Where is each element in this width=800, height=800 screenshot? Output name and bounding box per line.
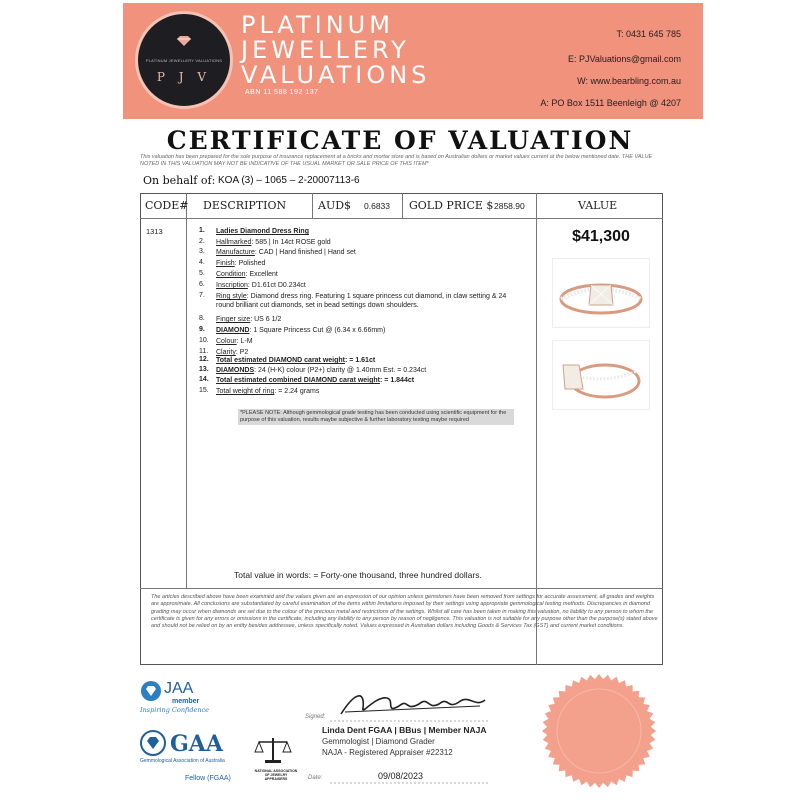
item-text-part: Inscription [216,282,248,289]
item-text-part: Finger size [216,316,251,323]
table-divider [140,218,663,219]
signature-line [330,720,490,722]
item-description-line [216,270,526,279]
item-text-part: Ladies Diamond Dress Ring [216,228,309,235]
item-text-part: : = 1.844ct [380,377,415,384]
behalf-label: On behalf of: [143,174,216,187]
item-text-part: : 24 (H-K) colour (P2+) clarity @ 1.40mm Est. = 0.234ct [254,367,427,374]
gaa-full-name: Gemmological Association of Australia [140,758,225,764]
jaa-slogan: Inspiring Confidence [140,706,210,714]
item-text-part: Total estimated DIAMOND carat weight [216,357,346,364]
code-column-header: CODE# [145,199,189,212]
table-divider [140,588,663,589]
valuation-amount: $41,300 [572,228,630,245]
diamond-icon [177,36,191,46]
item-text-part: : CAD | Hand finished | Hand set [254,249,356,256]
gold-price-value: 2858.90 [494,201,525,211]
item-text-part: : = 2.24 grams [274,388,320,395]
address-contact: A: PO Box 1511 Beenleigh @ 4207 [540,98,681,108]
logo-tagline: PLATINUM JEWELLERY VALUATIONS [145,58,223,63]
item-text-part: : D1.61ct D0.234ct [247,282,306,289]
item-text-part: Condition [216,271,246,278]
item-text-part: Total estimated combined DIAMOND carat weight [216,377,381,384]
valuation-date: 09/08/2023 [378,771,424,781]
abn-number: ABN 11 588 192 137 [245,89,319,96]
terms-fine-print: The articles described above have been examined and the values given are an expression of our opinion unless gemstones have been removed from settings for accurate assessment, all grades and weights are approximate. All conclusions are substantiated by careful examination of the items within limitations imposed by their settings using appropriate gemmological testing methods. Discrepancies in diamond grading may occur when diamonds are set due to the colour of the precious metal and restrictions of the settings. Whilst all care has been taken in making this valuation, no liability to any person to whom the certificate is given for any errors or omissions in the certificate, including any liability to any person by reason of negligence. This valuation is not suitable for any purpose other than the purpose(s) stated above and should not be relied on by an entity besides addressee, unless specifically noted. Values expressed in Australian dollars including Goods & Services Tax (GST) and current market conditions. [151,594,658,630]
item-text-part: : P2 [235,349,249,356]
item-code: 1313 [146,227,163,236]
naja-text: NATIONAL ASSOCIATION OF JEWELRY APPRAISERS [254,769,298,781]
item-text-part: : 1 Square Princess Cut @ (6.34 x 6.66mm) [249,327,386,334]
website-contact: W: www.bearbling.com.au [577,76,681,86]
item-description-line [216,292,526,310]
diamond-badge-icon [140,680,162,702]
embossed-seal [540,672,658,790]
logo-monogram: P J V [156,70,212,84]
item-number: 4. [199,259,205,266]
signed-label: Signed: [305,714,326,720]
signer-name: Linda Dent FGAA | BBus | Member NAJA [322,725,487,735]
signer-role: Gemmologist | Diamond Grader [322,737,435,746]
item-number: 7. [199,292,205,299]
item-description-line [216,315,526,324]
item-text-part: : Polished [234,260,266,267]
aud-rate: 0.6833 [364,201,390,211]
item-text-part: DIAMOND [216,327,250,334]
item-description-line [216,366,526,375]
item-number: 14. [199,376,209,383]
table-divider [186,193,187,588]
item-text-part: Ring style [216,293,247,300]
item-description-line [216,248,526,257]
pjv-logo [135,11,233,109]
item-number: 1. [199,227,205,234]
item-text-part: DIAMONDS [216,367,255,374]
phone-contact: T: 0431 645 785 [616,29,681,39]
item-text-part: Finish [216,260,235,267]
item-text-part: Colour [216,338,237,345]
gold-price-label: GOLD PRICE $ [409,199,494,212]
item-number: 6. [199,281,205,288]
brand-line: PLATINUM [241,11,394,39]
certificate-title: CERTIFICATE OF VALUATION [166,126,634,155]
behalf-reference: KOA (3) – 1065 – 2-20007113-6 [218,175,360,186]
gaa-fellow: Fellow (FGAA) [185,775,231,782]
item-description-line [216,326,526,335]
item-description-line [216,281,526,290]
gaa-text: GAA [170,731,223,757]
item-number: 15. [199,387,209,394]
total-value-in-words: Total value in words: = Forty-one thousand, three hundred dollars. [234,570,482,580]
brand-name [241,13,430,88]
item-description-line [216,238,526,247]
item-text-part: : 585 | In 14ct ROSE gold [251,239,331,246]
date-label: Date: [308,775,323,781]
brand-line: VALUATIONS [241,61,431,89]
item-description-line [216,387,526,396]
jaa-member-text: member [172,698,200,705]
item-number: 12. [199,356,209,363]
jaa-text: JAA [164,680,194,697]
item-description-line [216,337,526,346]
item-text-part: : = 1.61ct [345,357,376,364]
item-number: 8. [199,315,205,322]
ring-icon [553,341,649,409]
item-number: 3. [199,248,205,255]
item-description-line [216,259,526,268]
table-divider [402,193,403,218]
brand-line: JEWELLERY [241,36,410,64]
item-number: 5. [199,270,205,277]
item-number: 10. [199,337,209,344]
letterhead-banner [123,3,703,119]
item-text-part: : Excellent [245,271,278,278]
item-text-part: : Diamond dress ring. Featuring 1 square princess cut diamond, in claw setting & 24 round brilliant cut diamonds, set in bead settings down shoulders. [216,293,507,309]
handwritten-signature [335,686,495,720]
description-column-header: DESCRIPTION [203,199,287,212]
table-divider [312,193,313,218]
ring-icon [553,259,649,327]
item-text-part: : L-M [236,338,253,345]
item-description-line [216,227,526,236]
email-contact: E: PJValuations@gmail.com [567,54,681,64]
item-number: 11. [199,348,209,355]
ring-photo-front [552,258,650,328]
ring-photo-side [552,340,650,410]
item-text-part: Total weight of ring [216,388,275,395]
item-text-part: Clarity [216,349,236,356]
valuation-disclaimer: This valuation has been prepared for the sole purpose of insurance replacement at a bricks and mortar store and is based on Australian dollars or market values current at the below mentioned date. THE VALUE NOTED IN THIS VALUATION MAY NOT BE INDICATIVE OF THE USUAL MARKET OR SALE PRICE OF THIS ITEM* [140,154,653,167]
item-number: 13. [199,366,209,373]
item-number: 2. [199,238,205,245]
item-description-line [216,356,526,365]
naja-logo [253,736,299,781]
scales-icon [253,736,293,764]
item-text-part: Manufacture [216,249,255,256]
gaa-emblem-icon [140,730,166,756]
item-text-part: : US 6 1/2 [250,316,282,323]
item-description-line [216,376,526,385]
signer-registration: NAJA - Registered Appraiser #22312 [322,748,453,757]
date-line [330,782,490,784]
item-text-part: Hallmarked [216,239,252,246]
value-column-header: VALUE [578,199,618,212]
aud-label: AUD$ [318,199,352,212]
testing-note: *PLEASE NOTE: Although gemmological grade testing has been conducted using scientific equipment for the purpose of this valuation, results maybe subjective & further laboratory testing maybe required [238,409,514,425]
item-number: 9. [199,326,205,333]
